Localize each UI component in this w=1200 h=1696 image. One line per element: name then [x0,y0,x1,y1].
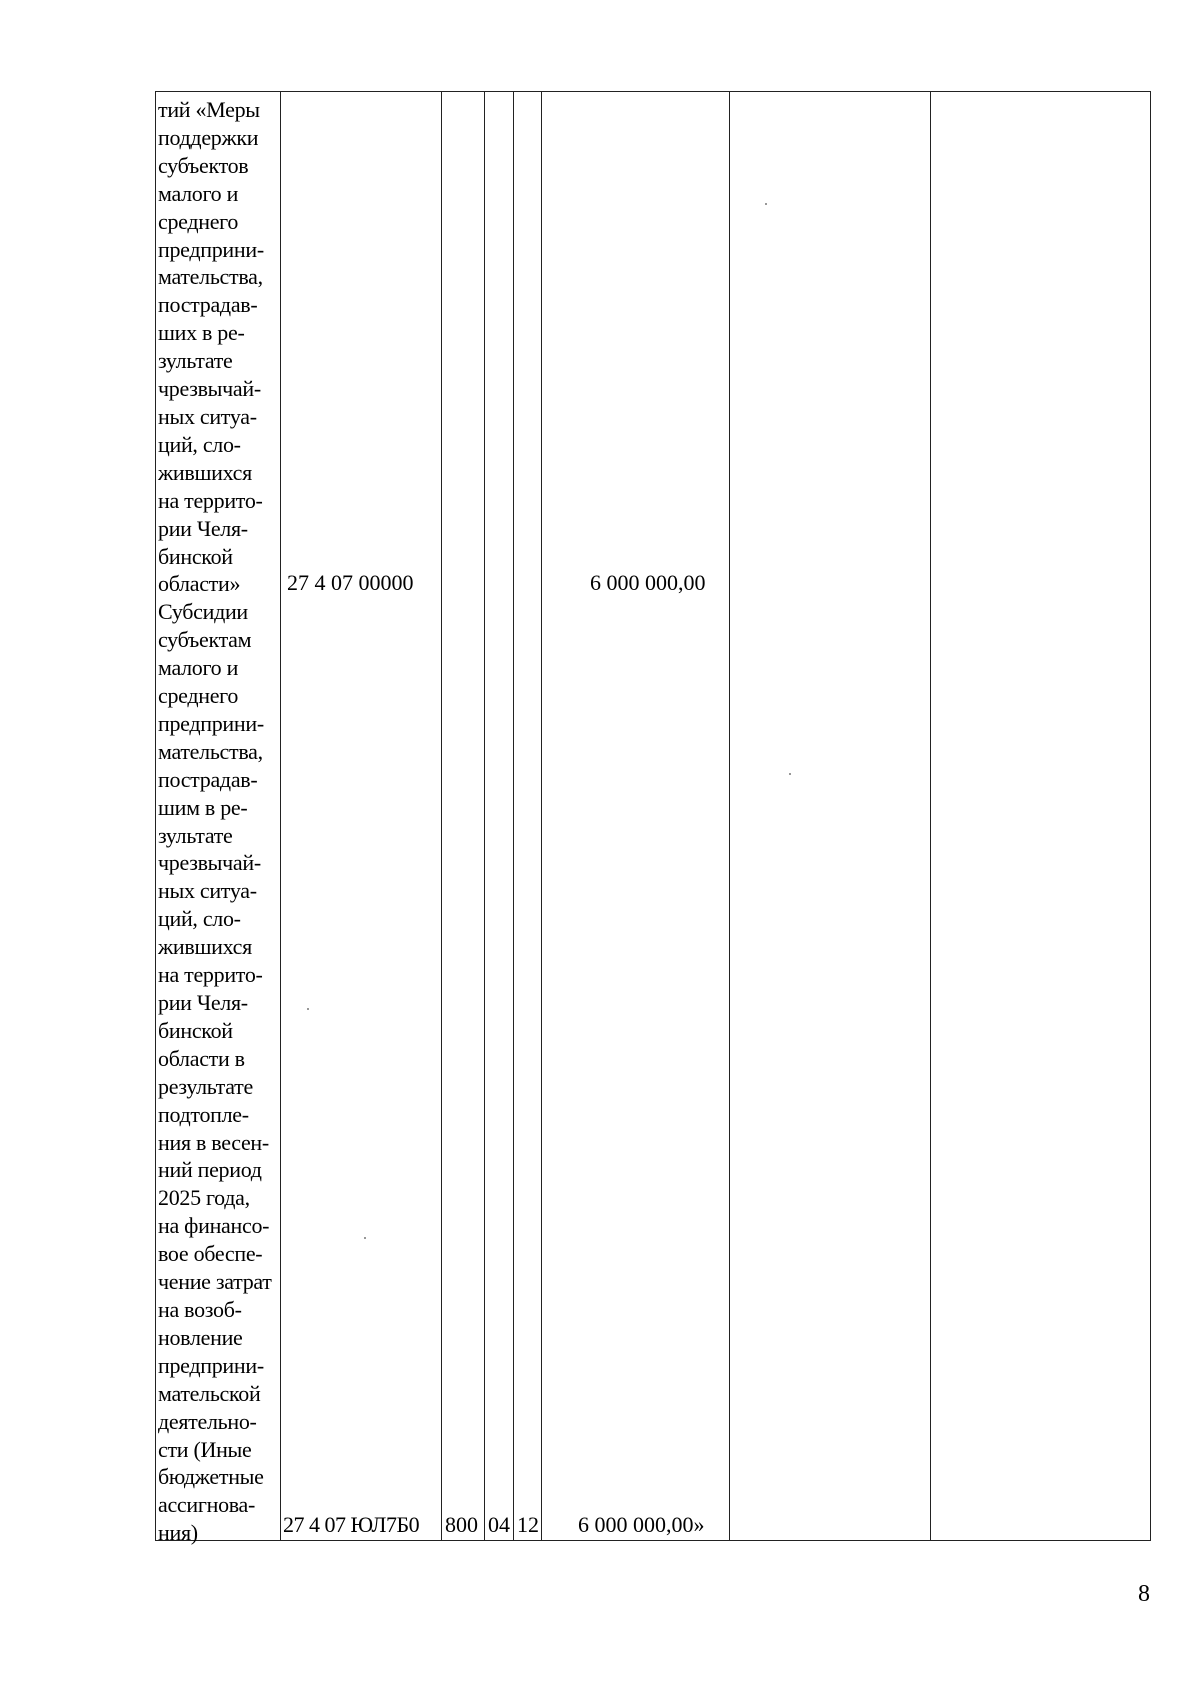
description-line: бюджетные [158,1464,264,1490]
column-divider [484,92,485,1540]
description-line: чрезвычай- [158,376,261,402]
description-line: на возоб- [158,1296,242,1322]
description-line: Субсидии [158,599,248,625]
description-line: среднего [158,683,239,709]
description-line: предприни- [158,236,264,262]
budget-table [155,91,1151,1546]
row2-amount: 6 000 000,00» [578,1512,705,1537]
description-line: вое обеспе- [158,1241,263,1267]
description-line: сти (Иные [158,1436,252,1462]
description-line: чение затрат [158,1269,272,1295]
description-line: подтопле- [158,1101,249,1127]
column-divider [441,92,442,1540]
description-line: результате [158,1073,253,1099]
description-line: ций, сло- [158,431,241,457]
description-line: мательства, [158,738,263,764]
description-line: 2025 года, [158,1185,250,1211]
column-divider [513,92,514,1540]
description-line: малого и [158,655,239,681]
description-line: области» [158,571,241,597]
description-line: ций, сло- [158,906,241,932]
description-line: ния) [158,1520,198,1546]
scan-speck [364,1237,366,1239]
description-line: бинской [158,543,233,569]
description-line: на финансо- [158,1213,270,1239]
description-line: субъектам [158,627,252,653]
row2-expense-type: 800 [445,1512,478,1537]
description-line: рии Челя- [158,990,248,1015]
description-line: пострадав- [158,766,258,792]
description-line: жившихся [158,459,252,485]
description-line: ших в ре- [158,320,245,346]
scan-speck [789,773,791,775]
description-line: бинской [158,1017,233,1043]
row2-section: 04 [488,1512,510,1537]
description-line: шим в ре- [158,794,248,820]
description-line: ных ситуа- [158,403,257,429]
description-line: субъектов [158,152,249,178]
description-line: новление [158,1324,243,1350]
description-line: ния в весен- [158,1129,269,1155]
description-line: малого и [158,180,239,206]
description-line: мательства, [158,264,263,290]
description-line: предприни- [158,710,264,736]
description-line: мательской [158,1380,261,1406]
description-line: на террито- [158,487,263,513]
description-line: зультате [158,822,233,848]
description-line: тий «Меры [158,97,260,122]
description-line: рии Челя- [158,515,248,541]
description-line: деятельно- [158,1408,257,1434]
description-line: на террито- [158,962,263,988]
column-divider [729,92,730,1540]
description-line: ных ситуа- [158,878,257,904]
scan-speck [765,203,767,205]
column-divider [930,92,931,1540]
description-cell [156,92,281,1546]
description-line: чрезвычай- [158,850,261,876]
description-line: ассигнова- [158,1492,256,1518]
row2-subsection: 12 [517,1512,539,1537]
description-line: ний период [158,1157,262,1183]
description-line: жившихся [158,934,252,960]
description-line: поддержки [158,124,259,150]
row1-amount: 6 000 000,00 [590,570,706,595]
row1-target-code: 27 4 07 00000 [287,570,414,595]
page-number: 8 [1138,1581,1150,1607]
description-line: зультате [158,348,233,374]
description-line: пострадав- [158,292,258,318]
row2-target-code: 27 4 07 ЮЛ7Б0 [283,1512,420,1537]
column-divider [541,92,542,1540]
description-line: области в [158,1045,245,1071]
scan-speck [307,1008,309,1010]
description-line: среднего [158,208,239,234]
description-line: предприни- [158,1352,264,1378]
